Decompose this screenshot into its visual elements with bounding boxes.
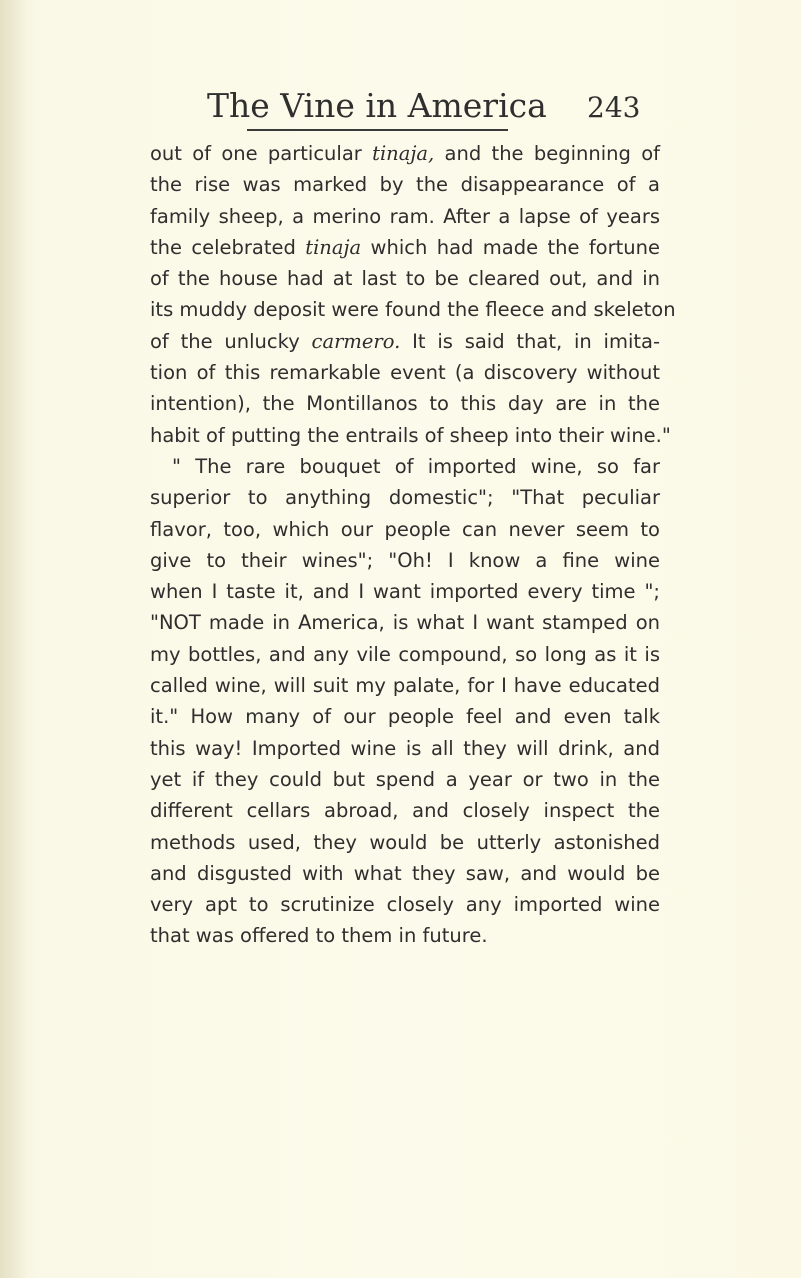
text-run: intention), the Montillanos to this day are in the — [150, 392, 660, 416]
text-run: superior to anything domestic"; "That peculiar — [150, 486, 660, 510]
text-line — [150, 920, 660, 951]
text-line — [150, 388, 660, 419]
text-run: when I taste it, and I want imported every time "; — [150, 580, 660, 604]
text-run: the rise was marked by the disappearance of a — [150, 173, 660, 197]
text-run: flavor, too, which our people can never seem to — [150, 517, 660, 541]
text-run: of the house had at last to be cleared out, and in — [150, 267, 660, 291]
text-line — [150, 858, 660, 889]
text-run: of the unlucky — [150, 329, 312, 353]
text-line — [150, 733, 660, 764]
text-run: give to their wines"; "Oh! I know a fine wine — [150, 548, 660, 572]
text-line — [150, 263, 660, 294]
text-run: habit of putting the entrails of sheep into their wine." — [150, 423, 671, 447]
text-line — [150, 169, 660, 200]
body-text — [150, 138, 676, 952]
text-run: different cellars abroad, and closely inspect the — [150, 799, 660, 823]
text-run: It is said that, in imita- — [400, 329, 661, 353]
text-run: that was offered to them in future. — [150, 924, 488, 948]
text-run: tion of this remarkable event (a discovery without — [150, 361, 660, 385]
text-line — [150, 576, 660, 607]
running-title: The Vine in America — [207, 86, 547, 125]
text-line — [150, 764, 660, 795]
text-run: my bottles, and any vile compound, so long as it is — [150, 642, 660, 666]
text-run: the celebrated — [150, 235, 306, 259]
text-line — [150, 514, 660, 545]
text-line — [150, 701, 660, 732]
text-run: called wine, will suit my palate, for I have educated — [150, 674, 660, 698]
text-run: yet if they could but spend a year or two in the — [150, 767, 660, 791]
text-line — [150, 451, 660, 482]
text-line — [150, 827, 660, 858]
page-header — [0, 86, 801, 126]
text-line — [150, 482, 660, 513]
italic-term: tinaja, — [372, 142, 435, 165]
text-run: family sheep, a merino ram. After a lapse of years — [150, 204, 660, 228]
text-line — [150, 795, 660, 826]
text-line — [150, 607, 660, 638]
text-run: which had made the fortune — [361, 235, 660, 259]
text-line — [150, 201, 660, 232]
text-line — [150, 545, 660, 576]
text-run: its muddy deposit were found the fleece and skeleton — [150, 298, 676, 322]
text-run: very apt to scrutinize closely any imported wine — [150, 893, 660, 917]
text-line — [150, 326, 660, 357]
text-run: it." How many of our people feel and even talk — [150, 705, 660, 729]
text-line — [150, 357, 660, 388]
text-line — [150, 639, 660, 670]
page-number: 243 — [587, 91, 641, 124]
italic-term: tinaja — [305, 235, 362, 259]
text-line — [150, 232, 660, 263]
text-run: "NOT made in America, is what I want stamped on — [150, 611, 660, 635]
text-line — [150, 889, 660, 920]
text-run: " The rare bouquet of imported wine, so far — [172, 454, 660, 478]
gutter-shadow — [0, 0, 28, 1278]
text-run: and the beginning of — [434, 142, 660, 165]
text-line — [150, 294, 676, 325]
text-run: this way! Imported wine is all they will drink, and — [150, 736, 660, 760]
italic-term: carmero. — [311, 329, 401, 353]
text-line — [150, 670, 660, 701]
text-run: and disgusted with what they saw, and would be — [150, 861, 660, 885]
header-rule — [247, 129, 508, 131]
text-run: out of one particular — [150, 142, 373, 165]
text-line — [150, 420, 671, 451]
text-run: methods used, they would be utterly astonished — [150, 830, 660, 854]
text-line — [150, 138, 660, 169]
